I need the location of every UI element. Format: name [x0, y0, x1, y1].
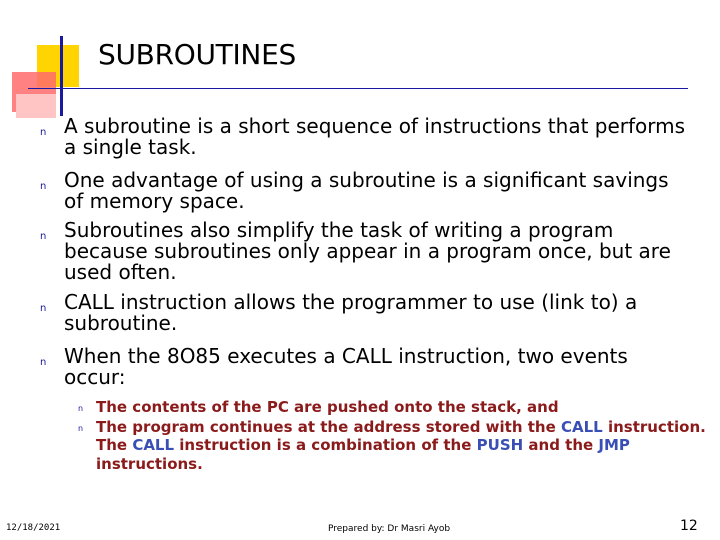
- bullet-marker: n: [40, 127, 47, 138]
- bullet-text: When the 8O85 executes a CALL instruction, two events occur:: [64, 344, 628, 389]
- sub-text-part: instructions.: [96, 455, 203, 473]
- title-divider: [28, 88, 688, 89]
- bullet-marker: n: [40, 181, 47, 192]
- keyword-call: CALL: [132, 436, 175, 454]
- keyword-jmp: JMP: [598, 436, 630, 454]
- sub-text-part: The program continues at the address stored with the: [96, 418, 561, 436]
- slide-title: SUBROUTINES: [98, 38, 296, 71]
- bullet-marker: n: [40, 231, 47, 242]
- bullet-marker: n: [40, 303, 47, 314]
- page-number: 12: [680, 518, 698, 534]
- bullet-text: CALL instruction allows the programmer to use (link to) a subroutine.: [64, 290, 638, 335]
- sub-bullet-text: The contents of the PC are pushed onto the stack, and: [96, 398, 559, 416]
- footer-date: 12/18/2021: [6, 523, 61, 533]
- keyword-call: CALL: [560, 418, 603, 436]
- logo-vertical-line: [60, 36, 63, 116]
- footer-prepared-by: Prepared by: Dr Masri Ayob: [328, 524, 451, 534]
- bullet-text: Subroutines also simplify the task of writing a program because subroutines only appear in a program once, but are used often.: [64, 218, 671, 284]
- bullet-text: One advantage of using a subroutine is a significant savings of memory space.: [64, 168, 669, 213]
- sub-bullet-marker: n: [78, 424, 84, 433]
- sub-bullet-text: [96, 418, 716, 437]
- sub-text-part: The: [96, 436, 133, 454]
- sub-text-part: instruction is a combination of the: [174, 436, 477, 454]
- keyword-push: PUSH: [476, 436, 524, 454]
- sub-text-part: and the: [523, 436, 599, 454]
- sub-text-part: instruction.: [602, 418, 706, 436]
- bullet-text: A subroutine is a short sequence of instructions that performs a single task.: [64, 114, 686, 159]
- sub-bullet-text: [96, 436, 716, 474]
- bullet-marker: n: [40, 357, 47, 368]
- logo-pink-block: [16, 94, 56, 118]
- sub-bullet-marker: n: [78, 404, 84, 413]
